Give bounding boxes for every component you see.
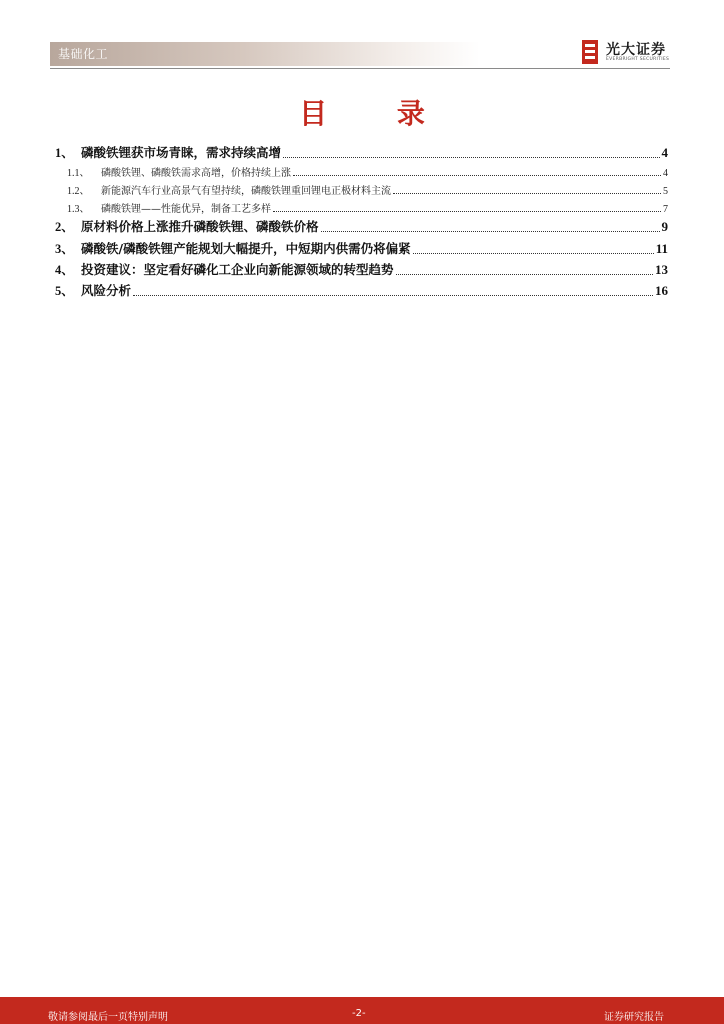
- page-title: 目 录: [299, 97, 455, 130]
- footer-disclaimer: 敬请参阅最后一页特别声明: [48, 1012, 168, 1023]
- toc-text: 新能源汽车行业高景气有望持续，磷酸铁锂重回锂电正极材料主流: [101, 186, 391, 197]
- toc-page: 11: [655, 241, 668, 256]
- logo-text: 光大证券: [606, 42, 666, 58]
- toc-entry-4[interactable]: [55, 260, 668, 280]
- logo-subtext: EVERBRIGHT SECURITIES: [606, 57, 670, 62]
- toc-leader: [293, 175, 661, 176]
- logo-mark-icon: [580, 40, 602, 64]
- toc-page: 16: [655, 283, 668, 298]
- toc-number: 3、: [55, 242, 74, 256]
- toc-text: 磷酸铁锂、磷酸铁需求高增，价格持续上涨: [101, 168, 291, 179]
- toc-entry-5[interactable]: [55, 281, 668, 301]
- toc-number: 1、: [55, 146, 74, 160]
- toc-page: 7: [663, 204, 668, 215]
- toc-leader: [133, 295, 653, 296]
- toc-page: 13: [655, 262, 668, 277]
- toc-entry-1-1[interactable]: [55, 164, 668, 180]
- company-logo: [580, 38, 675, 66]
- toc-entry-2[interactable]: [55, 217, 668, 237]
- toc-text: 风险分析: [81, 283, 132, 298]
- toc-page: 5: [663, 186, 668, 197]
- toc-page: 4: [663, 168, 668, 179]
- header-divider: [50, 68, 670, 69]
- toc-entry-1[interactable]: [55, 143, 668, 163]
- toc-page: 4: [661, 145, 668, 160]
- toc-number: 2、: [55, 220, 74, 234]
- section-label: 基础化工: [58, 47, 109, 61]
- toc-leader: [396, 274, 653, 275]
- toc-text: 投资建议：坚定看好磷化工企业向新能源领域的转型趋势: [81, 262, 394, 277]
- toc-number: 1.2、: [67, 186, 90, 197]
- toc-text: 磷酸铁锂获市场青睐，需求持续高增: [81, 145, 282, 160]
- toc-leader: [393, 193, 661, 194]
- toc-number: 1.3、: [67, 204, 90, 215]
- toc-leader: [321, 231, 660, 232]
- toc-page: 9: [661, 219, 668, 234]
- toc-text: 原材料价格上涨推升磷酸铁锂、磷酸铁价格: [81, 219, 319, 234]
- header-band: [50, 42, 480, 66]
- toc-text: 磷酸铁锂——性能优异，制备工艺多样: [101, 204, 271, 215]
- toc-leader: [283, 157, 659, 158]
- toc-leader: [273, 211, 661, 212]
- toc-number: 1.1、: [67, 168, 90, 179]
- toc-entry-1-2[interactable]: [55, 182, 668, 198]
- toc-number: 4、: [55, 263, 74, 277]
- toc-number: 5、: [55, 284, 74, 298]
- toc-text: 磷酸铁/磷酸铁锂产能规划大幅提升，中短期内供需仍将偏紧: [81, 241, 411, 256]
- page-number: -2-: [352, 1008, 366, 1019]
- footer-report-type: 证券研究报告: [604, 1012, 664, 1023]
- toc-entry-1-3[interactable]: [55, 200, 668, 216]
- toc-leader: [413, 253, 654, 254]
- toc-entry-3[interactable]: [55, 239, 668, 259]
